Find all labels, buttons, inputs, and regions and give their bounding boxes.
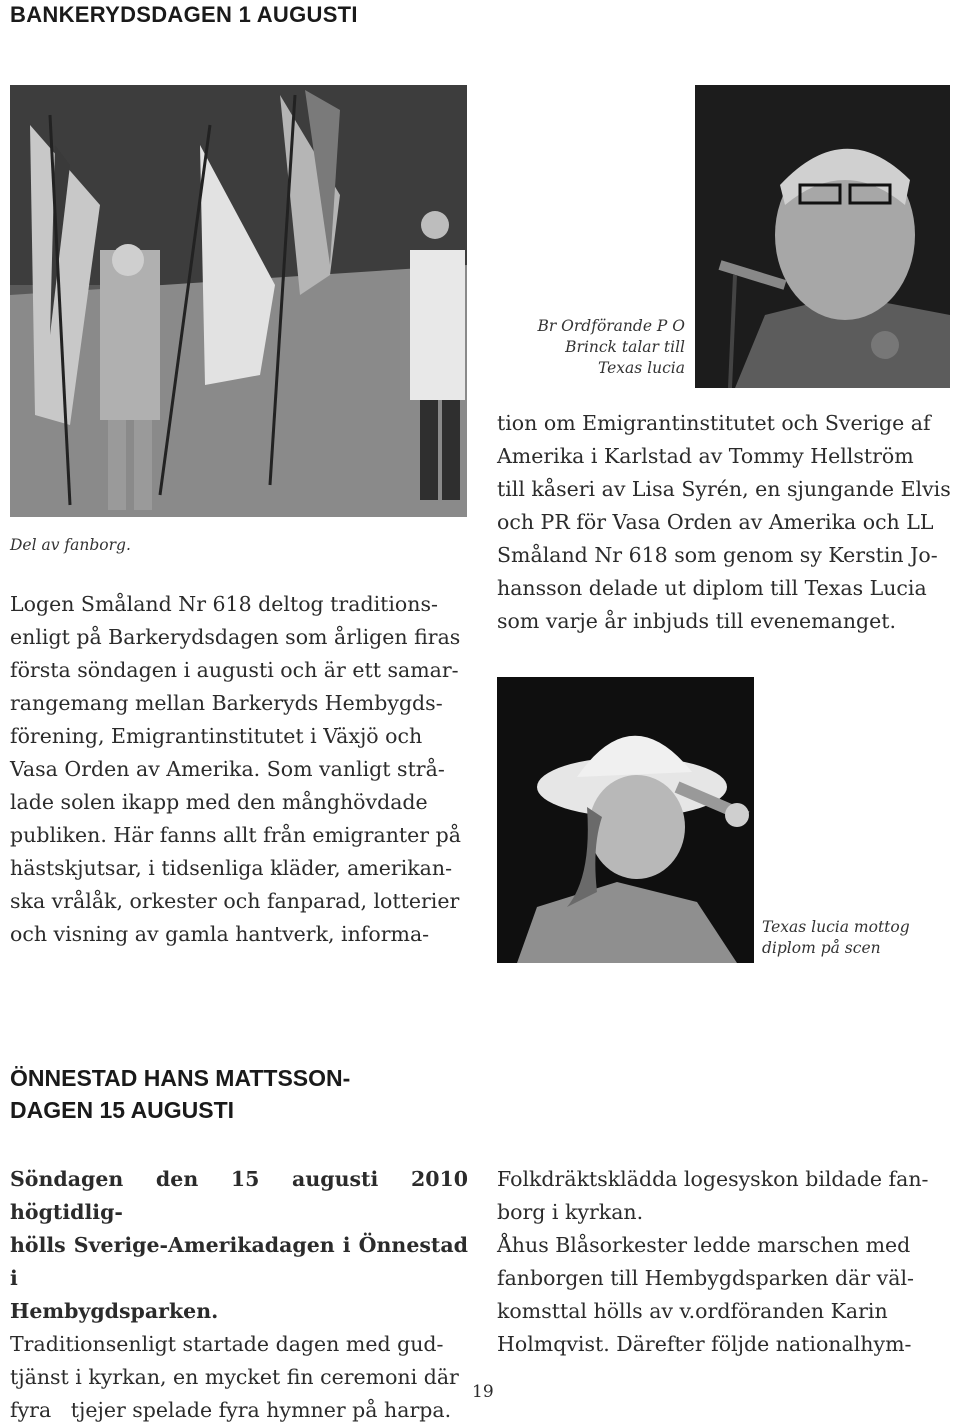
text-line: Folkdräktsklädda logesyskon bildade fan- [497,1167,929,1191]
text-line: Traditionsenligt startade dagen med gud- [10,1332,444,1356]
text-line: Småland Nr 618 som genom sy Kerstin Jo- [497,543,938,567]
text-line: och PR för Vasa Orden av Amerika och LL [497,510,934,534]
section2-left-text [10,1163,468,1427]
text-line: Vasa Orden av Amerika. Som vanligt strå- [10,757,445,781]
section1-right-text [497,407,952,638]
caption-fanborg: Del av fanborg. [10,536,131,554]
text-line: tion om Emigrantinstitutet och Sverige af [497,411,931,435]
text-line: första söndagen i augusti och är ett samar- [10,658,459,682]
text-line: publiken. Här fanns allt från emigranter på [10,823,461,847]
text-line: enligt på Barkerydsdagen som årligen firas [10,625,461,649]
caption-speaker-line: Texas lucia [598,359,685,377]
section2-right-text [497,1163,952,1361]
text-line: hästskjutsar, i tidsenliga kläder, amerikan- [10,856,453,880]
text-line: som varje år inbjuds till evenemanget. [497,609,897,633]
caption-speaker-line: Br Ordförande P O [537,317,685,335]
photo-speaker [695,85,950,388]
caption-speaker [495,316,685,379]
text-line: tjänst i kyrkan, en mycket fin ceremoni där [10,1365,459,1389]
section-title-line: ÖNNESTAD HANS MATTSSON- [10,1065,351,1091]
text-line: ska vrålåk, orkester och fanparad, lotterier [10,889,460,913]
section-title-line: DAGEN 15 AUGUSTI [10,1097,235,1123]
section-title-onnestad [10,1062,490,1126]
text-line: förening, Emigrantinstitutet i Växjö och [10,724,423,748]
text-line: Amerika i Karlstad av Tommy Hellström [497,444,914,468]
photo-texas-lucia [497,677,754,963]
lead-line: hölls Sverige-Amerikadagen i Önnestad i [10,1233,468,1290]
caption-lucia-line: Texas lucia mottog [762,918,910,936]
text-line: till kåseri av Lisa Syrén, en sjungande Elvis [497,477,951,501]
text-line: fanborgen till Hembygdsparken där väl- [497,1266,914,1290]
text-line: lade solen ikapp med den månghövdade [10,790,428,814]
section-title-bankerydsdagen: BANKERYDSDAGEN 1 AUGUSTI [10,2,358,27]
caption-lucia-line: diplom på scen [762,939,881,957]
photo-texas-lucia-image [497,677,754,963]
lead-line: Hembygdsparken. [10,1299,219,1323]
caption-speaker-line: Brinck talar till [565,338,685,356]
text-line: Logen Småland Nr 618 deltog traditions- [10,592,438,616]
text-line: Åhus Blåsorkester ledde marschen med [497,1233,911,1257]
section1-left-text [10,588,467,951]
page-number: 19 [472,1382,494,1402]
caption-texas-lucia [762,917,910,959]
photo-speaker-image [695,85,950,388]
text-line: komsttal hölls av v.ordföranden Karin [497,1299,888,1323]
text-line: och visning av gamla hantverk, informa- [10,922,430,946]
text-line: borg i kyrkan. [497,1200,644,1224]
text-line: hansson delade ut diplom till Texas Lucia [497,576,927,600]
lead-line: Söndagen den 15 augusti 2010 högtidlig- [10,1167,468,1224]
text-line: fyra tjejer spelade fyra hymner på harpa. [10,1398,452,1422]
text-line: rangemang mellan Barkeryds Hembygds- [10,691,443,715]
text-line: Holmqvist. Därefter följde nationalhym- [497,1332,912,1356]
photo-fanborg-image [10,85,467,517]
photo-fanborg [10,85,467,517]
